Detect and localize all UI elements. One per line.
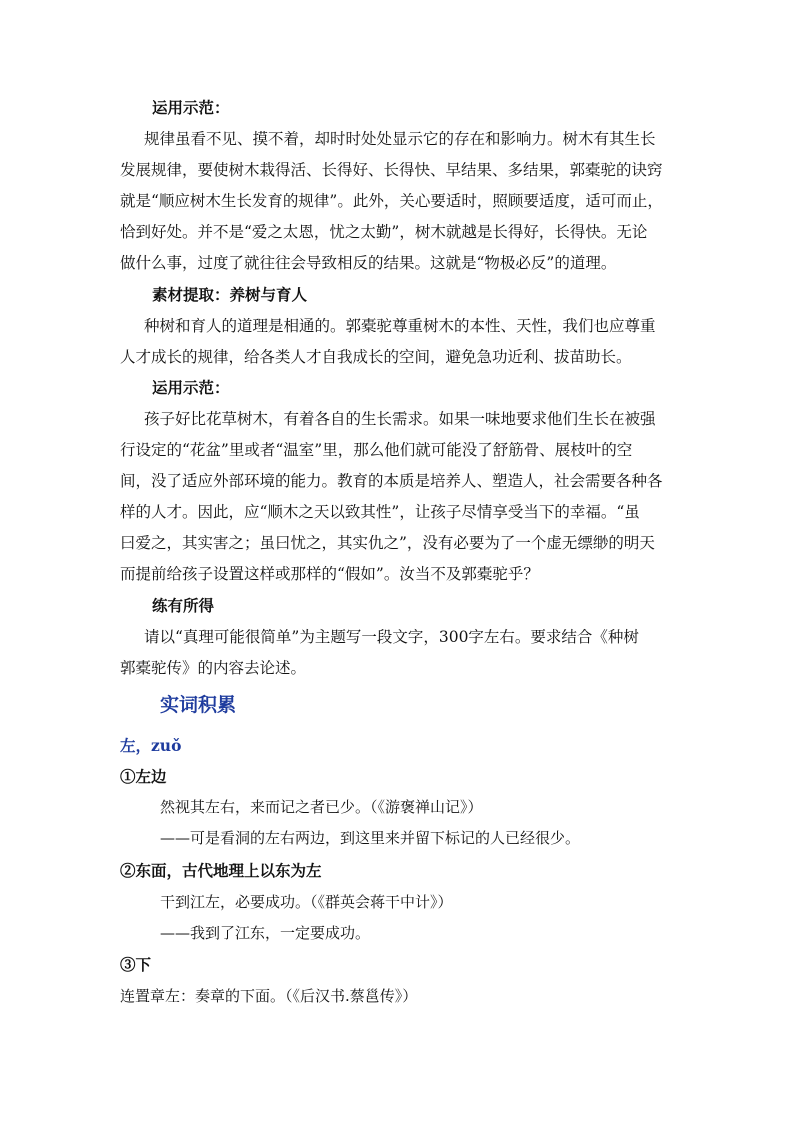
paragraph-line: 间，没了适应外部环境的能力。教育的本质是培养人、塑造人，社会需要各种各	[120, 472, 663, 490]
paragraph-line: 曰爱之，其实害之；虽曰忧之，其实仇之”，没有必要为了一个虚无缥缈的明天	[120, 534, 655, 552]
paragraph-line: 恰到好处。并不是“爱之太恩，忧之太勤”，树木就越是长得好，长得快。无论	[120, 223, 648, 241]
paragraph-line: 郭橐驼传》的内容去论述。	[120, 659, 307, 677]
sense-example: 连置章左：奏章的下面。（《后汉书.蔡邕传》）	[120, 987, 418, 1005]
sense-translation: ——我到了江东，一定要成功。	[160, 924, 371, 942]
sense-example: 干到江左，必要成功。（《群英会蒋干中计》）	[160, 893, 453, 911]
sense-label: ③下	[120, 955, 152, 974]
paragraph-line: 行设定的“花盆”里或者“温室”里，那么他们就可能没了舒筋骨、展枝叶的空	[120, 441, 633, 459]
vocab-section-title: 实词积累	[160, 694, 237, 716]
paragraph-line: 种树和育人的道理是相通的。郭橐驼尊重树木的本性、天性，我们也应尊重	[144, 317, 656, 335]
paragraph-line: 而提前给孩子设置这样或那样的“假如”。汝当不及郭橐驼乎？	[120, 565, 539, 583]
paragraph-line: 就是“顺应树木生长发育的规律”。此外，关心要适时，照顾要适度，适可而止，	[120, 192, 663, 210]
vocab-word: 左，zuǒ	[120, 736, 182, 755]
paragraph-line: 样的人才。因此，应“顺木之天以致其性”，让孩子尽情享受当下的幸福。“虽	[120, 503, 640, 521]
paragraph-line: 规律虽看不见、摸不着，却时时处处显示它的存在和影响力。树木有其生长	[144, 130, 656, 148]
exercise-heading: 练有所得	[152, 596, 215, 615]
paragraph-line: 孩子好比花草树木，有着各自的生长需求。如果一味地要求他们生长在被强	[144, 410, 656, 428]
sense-label: ②东面，古代地理上以东为左	[120, 861, 322, 880]
sense-label: ①左边	[120, 767, 167, 786]
paragraph-line: 发展规律，要使树木栽得活、长得好、长得快、早结果、多结果，郭橐驼的诀窍	[120, 161, 663, 179]
example-heading-2: 运用示范：	[152, 378, 230, 397]
sense-example: 然视其左右，来而记之者已少。（《游褒禅山记》）	[160, 798, 483, 816]
paragraph-line: 做什么事，过度了就往往会导致相反的结果。这就是“物极必反”的道理。	[120, 254, 617, 272]
paragraph-line: 人才成长的规律，给各类人才自我成长的空间，避免急功近利、拔苗助长。	[120, 348, 632, 366]
example-heading-1: 运用示范：	[152, 98, 230, 117]
material-heading: 素材提取：养树与育人	[152, 285, 308, 304]
paragraph-line: 请以“真理可能很简单”为主题写一段文字，300字左右。要求结合《种树	[144, 628, 639, 646]
sense-translation: ——可是看洞的左右两边，到这里来并留下标记的人已经很少。	[160, 829, 581, 847]
